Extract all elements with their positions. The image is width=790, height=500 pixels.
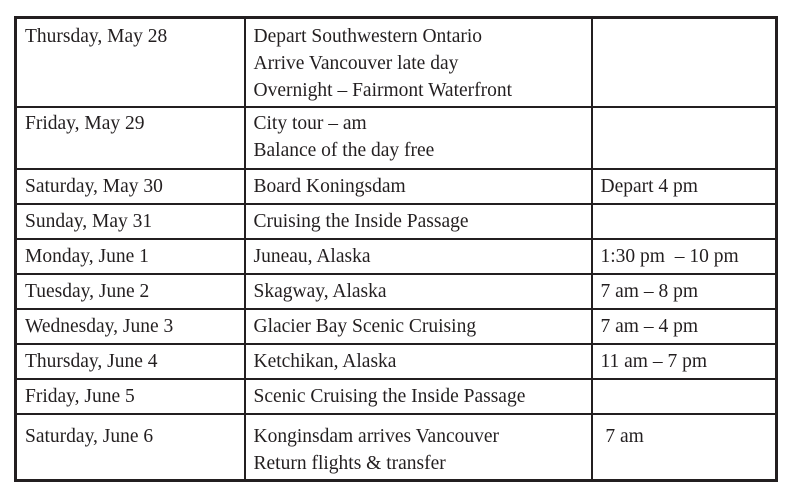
date-cell bbox=[16, 239, 245, 274]
date-text: Monday, June 1 bbox=[25, 246, 149, 267]
table-row bbox=[16, 309, 777, 344]
time-cell bbox=[592, 18, 777, 108]
time-text: 7 am – 4 pm bbox=[600, 316, 698, 337]
date-text: Friday, May 29 bbox=[25, 113, 145, 134]
table-row bbox=[16, 344, 777, 379]
details-cell bbox=[245, 204, 592, 239]
table-row bbox=[16, 204, 777, 239]
details-line: Glacier Bay Scenic Cruising bbox=[253, 316, 477, 337]
table-row bbox=[16, 239, 777, 274]
details-line: Juneau, Alaska bbox=[253, 246, 371, 267]
details-line: City tour – am bbox=[253, 113, 367, 134]
table-row bbox=[16, 274, 777, 309]
date-text: Saturday, May 30 bbox=[25, 176, 163, 197]
details-line: Return flights & transfer bbox=[253, 453, 446, 474]
details-cell bbox=[245, 169, 592, 204]
time-cell bbox=[592, 414, 777, 481]
details-line: Arrive Vancouver late day bbox=[253, 53, 459, 74]
time-cell bbox=[592, 309, 777, 344]
details-line: Skagway, Alaska bbox=[253, 281, 387, 302]
details-cell bbox=[245, 239, 592, 274]
details-cell bbox=[245, 18, 592, 108]
date-cell bbox=[16, 379, 245, 414]
date-cell bbox=[16, 107, 245, 169]
date-cell bbox=[16, 344, 245, 379]
itinerary-table bbox=[14, 16, 778, 482]
time-cell bbox=[592, 379, 777, 414]
details-line: Depart Southwestern Ontario bbox=[253, 26, 483, 47]
details-line: Balance of the day free bbox=[253, 140, 435, 161]
date-text: Friday, June 5 bbox=[25, 386, 135, 407]
time-text: Depart 4 pm bbox=[600, 176, 698, 197]
date-text: Wednesday, June 3 bbox=[25, 316, 174, 337]
time-cell bbox=[592, 204, 777, 239]
details-line: Cruising the Inside Passage bbox=[253, 211, 469, 232]
time-cell bbox=[592, 274, 777, 309]
details-line: Board Koningsdam bbox=[253, 176, 406, 197]
details-cell bbox=[245, 344, 592, 379]
time-cell bbox=[592, 107, 777, 169]
details-cell bbox=[245, 414, 592, 481]
time-text: 1:30 pm – 10 pm bbox=[600, 246, 739, 267]
time-text: 7 am – 8 pm bbox=[600, 281, 698, 302]
table-row bbox=[16, 169, 777, 204]
time-cell bbox=[592, 344, 777, 379]
details-cell bbox=[245, 309, 592, 344]
date-text: Thursday, June 4 bbox=[25, 351, 158, 372]
date-cell bbox=[16, 18, 245, 108]
time-cell bbox=[592, 169, 777, 204]
date-cell bbox=[16, 274, 245, 309]
table-row bbox=[16, 107, 777, 169]
date-text: Saturday, June 6 bbox=[25, 426, 154, 447]
details-cell bbox=[245, 107, 592, 169]
details-cell bbox=[245, 379, 592, 414]
date-cell bbox=[16, 309, 245, 344]
table-row bbox=[16, 414, 777, 481]
time-text: 7 am bbox=[600, 426, 644, 447]
date-text: Thursday, May 28 bbox=[25, 26, 168, 47]
date-cell bbox=[16, 204, 245, 239]
table-row bbox=[16, 379, 777, 414]
time-text: 11 am – 7 pm bbox=[600, 351, 708, 372]
details-line: Ketchikan, Alaska bbox=[253, 351, 397, 372]
details-cell bbox=[245, 274, 592, 309]
table-row bbox=[16, 18, 777, 108]
time-cell bbox=[592, 239, 777, 274]
details-line: Scenic Cruising the Inside Passage bbox=[253, 386, 526, 407]
date-cell bbox=[16, 169, 245, 204]
date-text: Sunday, May 31 bbox=[25, 211, 153, 232]
date-text: Tuesday, June 2 bbox=[25, 281, 150, 302]
details-line: Overnight – Fairmont Waterfront bbox=[253, 80, 513, 101]
details-line: Konginsdam arrives Vancouver bbox=[253, 426, 499, 447]
date-cell bbox=[16, 414, 245, 481]
